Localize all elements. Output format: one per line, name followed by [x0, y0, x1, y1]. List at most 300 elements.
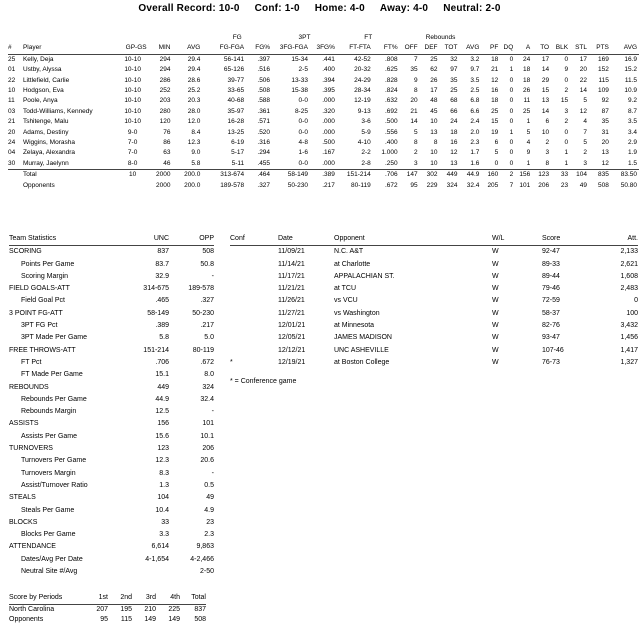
game-row — [230, 271, 638, 283]
game-row — [230, 295, 638, 307]
stat-cell: 42-52 — [354, 55, 371, 63]
unc-value: 8.3 — [159, 469, 169, 477]
player-row — [8, 128, 639, 138]
team-stat-row — [9, 529, 214, 541]
stat-cell: 18 — [522, 76, 531, 84]
stat-cell: 2 — [583, 149, 587, 157]
attendance: 1,417 — [620, 346, 638, 354]
period-score: 837 — [194, 605, 206, 613]
player-row — [8, 76, 639, 86]
unc-value: .465 — [155, 297, 169, 305]
stat-cell: 12 — [491, 76, 499, 84]
stat-cell: 2.5 — [470, 87, 480, 95]
stat-cell: 92 — [601, 97, 609, 105]
conf-marker: * — [230, 358, 233, 366]
ft-group-header: FT — [364, 34, 373, 41]
stat-cell: 5-11 — [231, 159, 245, 167]
stat-cell: 12 — [450, 149, 458, 157]
stat-cell: Adams, Destiny — [22, 128, 69, 136]
stat-cell: 18 — [450, 128, 458, 136]
team-stats-header: Team Statistics — [9, 233, 127, 246]
stat-cell: Littlefield, Carlie — [22, 76, 70, 84]
score-col-header: Score — [542, 233, 602, 246]
stat-cell: 83.50 — [611, 170, 639, 181]
stat-cell: 24 — [450, 118, 458, 126]
stat-cell: 25 — [522, 107, 531, 115]
stat-cell: 20 — [579, 66, 587, 74]
team-stat-row — [9, 271, 214, 283]
team-stat-row — [9, 394, 214, 406]
stat-cell: 1 — [509, 128, 514, 136]
stat-label: Field Goal Pct — [21, 297, 65, 305]
opp-value: 32.4 — [200, 395, 214, 403]
stat-cell: 8 — [545, 159, 550, 167]
stat-cell: 45 — [430, 107, 438, 115]
stat-cell: .000 — [322, 128, 335, 136]
col-header: FG% — [246, 43, 272, 54]
stat-cell: 24-29 — [354, 76, 371, 84]
stat-cell: 40-68 — [227, 97, 245, 105]
player-row — [8, 96, 639, 106]
periods-header: Score by Periods — [9, 593, 84, 604]
stat-cell: .320 — [322, 107, 335, 115]
stat-cell: 10-10 — [124, 55, 141, 63]
col-header: TOT — [440, 43, 460, 54]
col-header: FT-FTA — [337, 43, 373, 54]
team-stat-row — [9, 418, 214, 430]
stat-cell: 12 — [601, 159, 609, 167]
wl-col-header: W/L — [492, 233, 542, 246]
team-stat-row — [9, 382, 214, 394]
col-header: Player — [23, 43, 119, 54]
stat-cell: 86 — [163, 139, 171, 147]
stat-label: Steals Per Game — [21, 506, 75, 514]
stat-label: Blocks Per Game — [21, 531, 76, 539]
conf-marker — [230, 345, 278, 357]
unc-value: 83.7 — [155, 260, 169, 268]
stat-cell: 115 — [598, 76, 609, 84]
stat-cell: 0 — [509, 149, 514, 157]
stat-cell: 32 — [450, 55, 458, 63]
stat-cell: 49 — [579, 181, 587, 189]
stat-cell: 3.5 — [470, 76, 480, 84]
stat-cell: 0 — [564, 139, 569, 147]
stat-cell: 50.80 — [620, 181, 637, 189]
stat-cell: 12 — [579, 107, 587, 115]
stat-cell: 24 — [8, 139, 16, 147]
stat-cell: 7-0 — [127, 149, 138, 157]
stat-cell: 0 — [494, 159, 499, 167]
period-4-header: 4th — [156, 593, 180, 604]
result: W — [492, 322, 499, 330]
col-header: TO — [532, 43, 551, 54]
stat-cell: 2-8 — [361, 159, 371, 167]
stat-cell — [119, 181, 149, 191]
player-row — [8, 86, 639, 96]
stat-cell: 14 — [579, 87, 587, 95]
stat-label: Points Per Game — [21, 260, 75, 268]
team-stat-row — [9, 406, 214, 418]
opp-value: 0.5 — [204, 481, 214, 489]
stat-cell: 39-77 — [227, 76, 245, 84]
period-score: 225 — [168, 605, 180, 613]
opponent: APPALACHIAN ST. — [334, 272, 395, 280]
result: W — [492, 309, 499, 317]
period-score: 149 — [168, 616, 180, 623]
game-row — [230, 283, 638, 295]
game-date: 12/05/21 — [278, 334, 306, 342]
stat-cell: .520 — [257, 128, 271, 136]
period-row — [9, 615, 206, 626]
att-col-header: Att. — [602, 233, 638, 246]
opponent: at Boston College — [334, 358, 390, 366]
stat-label: Turnovers Margin — [21, 469, 76, 477]
fg-group-header: FG — [232, 34, 242, 41]
stat-cell: 1 — [564, 159, 569, 167]
stat-cell: 28-34 — [354, 87, 371, 95]
stat-cell: .516 — [257, 66, 271, 74]
stat-cell: .672 — [384, 181, 398, 189]
stat-cell: 12.0 — [187, 118, 201, 126]
stat-cell: 5.8 — [191, 159, 201, 167]
stat-cell: 10-10 — [124, 66, 141, 74]
result: W — [492, 297, 499, 305]
stat-cell: Total — [23, 170, 119, 181]
stat-cell: 2 — [564, 118, 569, 126]
stat-cell: 65-126 — [223, 66, 245, 74]
opp-value: 10.1 — [200, 432, 214, 440]
unc-value: 44.9 — [155, 395, 169, 403]
period-score: 195 — [120, 605, 132, 613]
stat-cell: 29 — [541, 76, 550, 84]
stat-cell: 3-6 — [361, 118, 371, 126]
stat-cell: 15.2 — [624, 66, 637, 74]
stat-cell: 294 — [159, 66, 171, 74]
col-header: BLK — [551, 43, 570, 54]
stat-cell: 2.9 — [627, 139, 637, 147]
stat-cell: 104 — [570, 170, 589, 181]
opp-value: 23 — [206, 518, 214, 526]
stat-cell: 1.000 — [381, 149, 398, 157]
score: 89-44 — [542, 272, 560, 280]
stat-cell: 15-38 — [291, 87, 308, 95]
opponent: at Charlotte — [334, 260, 371, 268]
stat-cell: 1 — [526, 118, 531, 126]
period-score: 149 — [144, 616, 156, 623]
stat-cell: .706 — [373, 170, 400, 181]
stat-cell: 22 — [8, 76, 16, 84]
game-row — [230, 246, 638, 259]
unc-value: 5.8 — [159, 334, 169, 342]
team-stat-row — [9, 320, 214, 332]
stat-label: 3PT Made Per Game — [21, 334, 88, 342]
stat-cell: 13 — [430, 128, 438, 136]
stat-cell: 0 — [509, 76, 514, 84]
conf-marker — [230, 259, 278, 271]
stat-cell: .506 — [257, 76, 271, 84]
opp-value: - — [211, 408, 214, 416]
opp-value: 9,863 — [196, 543, 214, 551]
stat-cell: 22 — [579, 76, 587, 84]
conf-col-header: Conf — [230, 233, 278, 246]
stat-cell: .571 — [257, 118, 271, 126]
stat-cell: 0-0 — [298, 159, 308, 167]
stat-cell: 252 — [159, 87, 171, 95]
stat-cell: 0 — [509, 55, 514, 63]
stat-cell: 20 — [601, 139, 609, 147]
col-header: GP-GS — [119, 43, 149, 54]
unc-value: 156 — [157, 420, 169, 428]
stat-label: Rebounds Per Game — [21, 395, 87, 403]
stat-cell: 2 — [545, 139, 550, 147]
opp-value: 20.6 — [200, 457, 214, 465]
stat-cell: 8 — [433, 139, 438, 147]
unc-value: 104 — [157, 494, 169, 502]
stat-cell: 46 — [163, 159, 171, 167]
stat-cell: .361 — [257, 107, 271, 115]
game-date: 12/19/21 — [278, 358, 306, 366]
stat-label: Turnovers Per Game — [21, 457, 87, 465]
stat-cell: .692 — [384, 107, 398, 115]
stat-label: Assists Per Game — [21, 432, 78, 440]
score: 58-37 — [542, 309, 560, 317]
stat-cell: 1 — [526, 159, 531, 167]
stat-cell: .500 — [384, 118, 398, 126]
stat-cell: 24 — [522, 55, 531, 63]
period-row — [9, 604, 206, 615]
team-stat-row — [9, 259, 214, 271]
team-stat-row — [9, 505, 214, 517]
stat-cell: 19 — [491, 128, 499, 136]
stat-cell: 12.3 — [187, 139, 201, 147]
opp-value: 50-230 — [192, 309, 214, 317]
opponent: N.C. A&T — [334, 248, 364, 256]
opp-value: 101 — [202, 420, 214, 428]
stat-cell: Poole, Anya — [22, 97, 58, 105]
team-statistics-table — [9, 233, 214, 578]
stat-label: FT Made Per Game — [21, 371, 83, 379]
conf-marker — [230, 308, 278, 320]
stat-cell: 25 — [491, 107, 499, 115]
stat-cell: 0 — [564, 76, 569, 84]
stat-cell: 2.4 — [470, 118, 480, 126]
stat-cell: 8.4 — [191, 128, 201, 136]
stat-cell: 9 — [564, 66, 569, 74]
stat-cell: 26 — [522, 87, 531, 95]
stat-cell: 9.2 — [627, 97, 637, 105]
opp-value: 2-50 — [199, 568, 214, 576]
stat-cell: 28.0 — [187, 107, 201, 115]
opp-value: 49 — [206, 494, 214, 502]
stat-cell: .316 — [257, 139, 271, 147]
game-row — [230, 332, 638, 344]
stat-cell: 16.9 — [624, 55, 637, 63]
stat-cell: 3 — [564, 107, 569, 115]
stat-cell: .632 — [384, 97, 398, 105]
opponent: at TCU — [334, 285, 357, 293]
col-header: PF — [481, 43, 500, 54]
stat-cell: 10-10 — [124, 97, 141, 105]
col-header: 3FG-FGA — [272, 43, 310, 54]
team-stat-row — [9, 369, 214, 381]
stat-label: 3 POINT FG-ATT — [9, 309, 63, 317]
conf-record: Conf: 1-0 — [254, 3, 300, 14]
stat-cell: 32.4 — [466, 181, 480, 189]
stat-cell: 15 — [541, 87, 550, 95]
stat-label: Neutral Site #/Avg — [21, 568, 78, 576]
stat-cell: 10-10 — [124, 118, 141, 126]
stat-cell: .394 — [322, 76, 335, 84]
stat-label: FREE THROWS-ATT — [9, 346, 76, 354]
stat-cell: 33-65 — [227, 87, 245, 95]
stat-cell: 76 — [163, 128, 171, 136]
stat-cell: 7-0 — [127, 139, 138, 147]
stat-cell: Murray, Jaelynn — [22, 159, 69, 167]
stat-cell: .327 — [257, 181, 271, 189]
score: 76-73 — [542, 358, 560, 366]
stat-cell: 17 — [541, 55, 550, 63]
stat-cell: 35 — [450, 76, 458, 84]
stat-cell: 5 — [583, 139, 587, 147]
score: 82-76 — [542, 322, 560, 330]
col-header: FG-FGA — [202, 43, 246, 54]
game-row — [230, 357, 638, 369]
stat-cell: 4-8 — [298, 139, 308, 147]
unc-value: 12.3 — [155, 457, 169, 465]
unc-value: .389 — [155, 322, 169, 330]
game-date: 12/12/21 — [278, 346, 306, 354]
stat-cell: Opponents — [22, 181, 55, 189]
unc-value: 33 — [161, 518, 169, 526]
unc-value: 123 — [157, 445, 169, 453]
unc-value: 15.1 — [155, 371, 169, 379]
team-stat-row — [9, 566, 214, 578]
conf-marker — [230, 295, 278, 307]
stat-cell: 0 — [509, 107, 514, 115]
attendance: 2,483 — [620, 285, 638, 293]
stat-cell: 10.9 — [624, 87, 637, 95]
stat-cell: 206 — [538, 181, 550, 189]
team-stat-row — [9, 455, 214, 467]
stat-cell: 6.8 — [470, 97, 480, 105]
attendance: 2,133 — [620, 248, 638, 256]
stat-cell: 10 — [541, 128, 550, 136]
stat-cell: 147 — [400, 170, 420, 181]
unc-header: UNC — [127, 233, 169, 246]
stat-cell: .167 — [322, 149, 335, 157]
game-date: 11/17/21 — [278, 272, 305, 280]
col-header: # — [8, 43, 23, 54]
total-row — [8, 170, 639, 181]
result: W — [492, 285, 499, 293]
stat-cell: Ustby, Alyssa — [22, 66, 62, 74]
stat-cell: 0-0 — [298, 97, 308, 105]
stat-cell: 1.9 — [627, 149, 637, 157]
stat-cell: 20-32 — [354, 66, 371, 74]
stat-cell: 13-33 — [291, 76, 308, 84]
team-stat-row — [9, 283, 214, 295]
opp-value: 206 — [202, 445, 214, 453]
stat-cell: 01 — [8, 66, 16, 74]
opp-value: 189-578 — [188, 285, 214, 293]
stat-cell: 25 — [8, 55, 16, 63]
stat-cell: .500 — [322, 139, 335, 147]
team-stat-row — [9, 345, 214, 357]
unc-value: 314-675 — [143, 285, 169, 293]
player-row — [8, 159, 639, 170]
unc-value: 32.9 — [155, 272, 169, 280]
conf-marker — [230, 271, 278, 283]
team-stat-row — [9, 357, 214, 369]
overall-record: Overall Record: 10-0 — [138, 3, 240, 14]
unc-value: 58-149 — [147, 309, 169, 317]
stat-label: Scoring Margin — [21, 272, 69, 280]
record-summary — [0, 3, 639, 14]
stat-label: TURNOVERS — [9, 445, 53, 453]
stat-cell: 3.5 — [627, 118, 637, 126]
stat-cell: 18 — [522, 66, 531, 74]
stat-cell: 9.0 — [191, 149, 201, 157]
stat-cell: 63 — [163, 149, 171, 157]
stat-cell: 66 — [450, 107, 458, 115]
stat-cell: 10-10 — [124, 76, 141, 84]
attendance: 1,456 — [620, 334, 638, 342]
col-header: OFF — [400, 43, 420, 54]
stat-cell: 3 — [545, 149, 550, 157]
stat-cell: 16-28 — [227, 118, 245, 126]
stat-cell: 6-19 — [231, 139, 245, 147]
period-2-header: 2nd — [108, 593, 132, 604]
result: W — [492, 334, 499, 342]
stat-cell: 11.5 — [624, 76, 637, 84]
opp-value: .327 — [200, 297, 214, 305]
schedule-table — [230, 233, 638, 369]
stat-cell: 123 — [532, 170, 551, 181]
stat-cell: 302 — [420, 170, 440, 181]
opp-value: 50.8 — [200, 260, 214, 268]
stat-cell: .000 — [322, 118, 335, 126]
stat-cell: .625 — [384, 66, 398, 74]
stat-cell: .400 — [322, 66, 335, 74]
stat-cell: 0 — [509, 139, 514, 147]
stat-cell: Tshitenge, Malu — [22, 118, 69, 126]
stat-cell: 2-2 — [361, 149, 371, 157]
opponents-row — [8, 181, 639, 191]
opp-value: 2.3 — [204, 531, 214, 539]
result: W — [492, 260, 499, 268]
game-date: 11/26/21 — [278, 297, 305, 305]
col-header: STL — [570, 43, 589, 54]
stat-cell: 324 — [446, 181, 458, 189]
stat-cell: 5 — [526, 128, 531, 136]
attendance: 3,432 — [620, 322, 638, 330]
stat-cell: 68 — [450, 97, 458, 105]
stat-cell: 200.0 — [173, 170, 203, 181]
stat-cell: 5-17 — [231, 149, 245, 157]
rebounds-group-header: Rebounds — [425, 34, 456, 41]
opponent: at Minnesota — [334, 322, 375, 330]
away-record: Away: 4-0 — [379, 3, 429, 14]
stat-cell: 0 — [509, 118, 514, 126]
result: W — [492, 248, 499, 256]
score: 72-59 — [542, 297, 560, 305]
stat-cell: .508 — [257, 87, 271, 95]
stat-cell: .464 — [246, 170, 272, 181]
team-stat-row — [9, 308, 214, 320]
period-score: 210 — [144, 605, 156, 613]
stat-cell: 10-10 — [124, 107, 141, 115]
neutral-record: Neutral: 2-0 — [443, 3, 501, 14]
